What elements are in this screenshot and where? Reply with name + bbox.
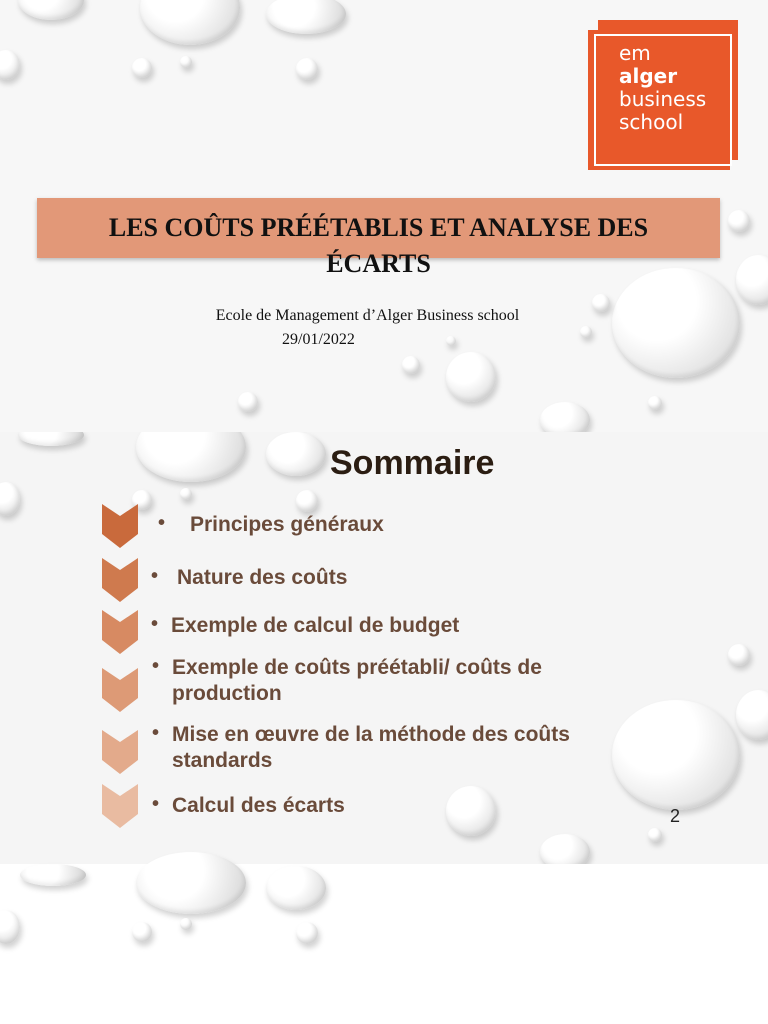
water-drop-icon [296, 922, 318, 944]
water-drop-icon [266, 866, 326, 910]
water-drop-icon [540, 834, 590, 864]
water-drop-icon [266, 432, 326, 476]
logo-text [619, 42, 706, 134]
water-drop-icon [446, 336, 456, 346]
logo-text-em: em [619, 41, 651, 65]
summary-item [152, 722, 570, 774]
summary-item [152, 655, 542, 707]
water-drop-icon [18, 432, 84, 446]
water-drop-icon [296, 490, 318, 512]
chevron-down-icon [102, 504, 138, 548]
bullet: • [151, 613, 159, 635]
water-drop-icon [402, 356, 420, 374]
water-drop-icon [580, 326, 592, 338]
water-drop-icon [180, 56, 192, 68]
bullet: • [151, 565, 159, 587]
water-drop-icon [540, 402, 590, 432]
logo-text-school: school [619, 110, 684, 134]
water-drop-icon [266, 0, 346, 34]
logo-text-business: business [619, 87, 707, 111]
water-drop-icon [736, 690, 768, 740]
water-drop-icon [136, 432, 246, 482]
water-drop-icon [136, 852, 246, 914]
water-drop-icon [0, 910, 20, 944]
water-drop-icon [132, 922, 152, 942]
water-drop-icon [612, 700, 740, 810]
summary-item-text: Exemple de coûts préétabli/ coûts de [172, 656, 542, 679]
water-drop-icon [446, 786, 496, 836]
page-number: 2 [670, 806, 681, 826]
bullet: • [158, 512, 166, 534]
title-line-1: LES COÛTS PRÉÉTABLIS ET ANALYSE DES [108, 213, 649, 242]
school-subtitle: Ecole de Management d’Alger Business school [215, 307, 520, 324]
water-drop-icon [20, 864, 86, 886]
chevron-down-icon [102, 730, 138, 774]
chevron-down-icon [102, 784, 138, 828]
bullet: • [152, 793, 160, 815]
water-drop-icon [728, 210, 750, 232]
title-slide [0, 0, 768, 432]
summary-item [158, 512, 384, 538]
water-drop-icon [140, 0, 240, 45]
water-drop-icon [180, 488, 192, 500]
chevron-down-icon [102, 610, 138, 654]
presentation-title [37, 210, 720, 282]
water-drop-icon [0, 50, 20, 80]
water-drop-icon [18, 0, 84, 20]
water-drop-icon [238, 392, 258, 412]
water-drop-icon [0, 482, 20, 516]
water-drop-icon [728, 644, 750, 666]
water-drop-icon [180, 918, 192, 930]
summary-heading: Sommaire [330, 444, 495, 482]
water-drop-icon [648, 828, 662, 842]
summary-item [151, 613, 460, 639]
summary-item-text: production [172, 682, 282, 705]
bullet: • [152, 655, 160, 677]
summary-item [152, 793, 345, 819]
summary-item-text: Calcul des écarts [172, 794, 345, 817]
water-drop-icon [296, 58, 318, 80]
bullet: • [152, 722, 160, 744]
summary-item-text: Nature des coûts [177, 566, 348, 589]
logo-text-alger: alger [619, 64, 678, 88]
school-logo [588, 20, 738, 170]
summary-item-text: Exemple de calcul de budget [171, 614, 460, 637]
chevron-down-icon [102, 668, 138, 712]
summary-item-text: Mise en œuvre de la méthode des coûts [172, 723, 570, 746]
water-drop-icon [132, 58, 152, 78]
summary-slide [0, 432, 768, 864]
summary-item [151, 565, 348, 591]
title-line-2: ÉCARTS [326, 249, 431, 278]
summary-item-text: standards [172, 749, 273, 772]
chevron-down-icon [102, 558, 138, 602]
presentation-date: 29/01/2022 [282, 331, 355, 348]
water-drop-icon [736, 255, 768, 305]
summary-item-text: Principes généraux [190, 513, 384, 536]
water-drop-icon [648, 396, 662, 410]
water-drop-icon [446, 352, 496, 402]
